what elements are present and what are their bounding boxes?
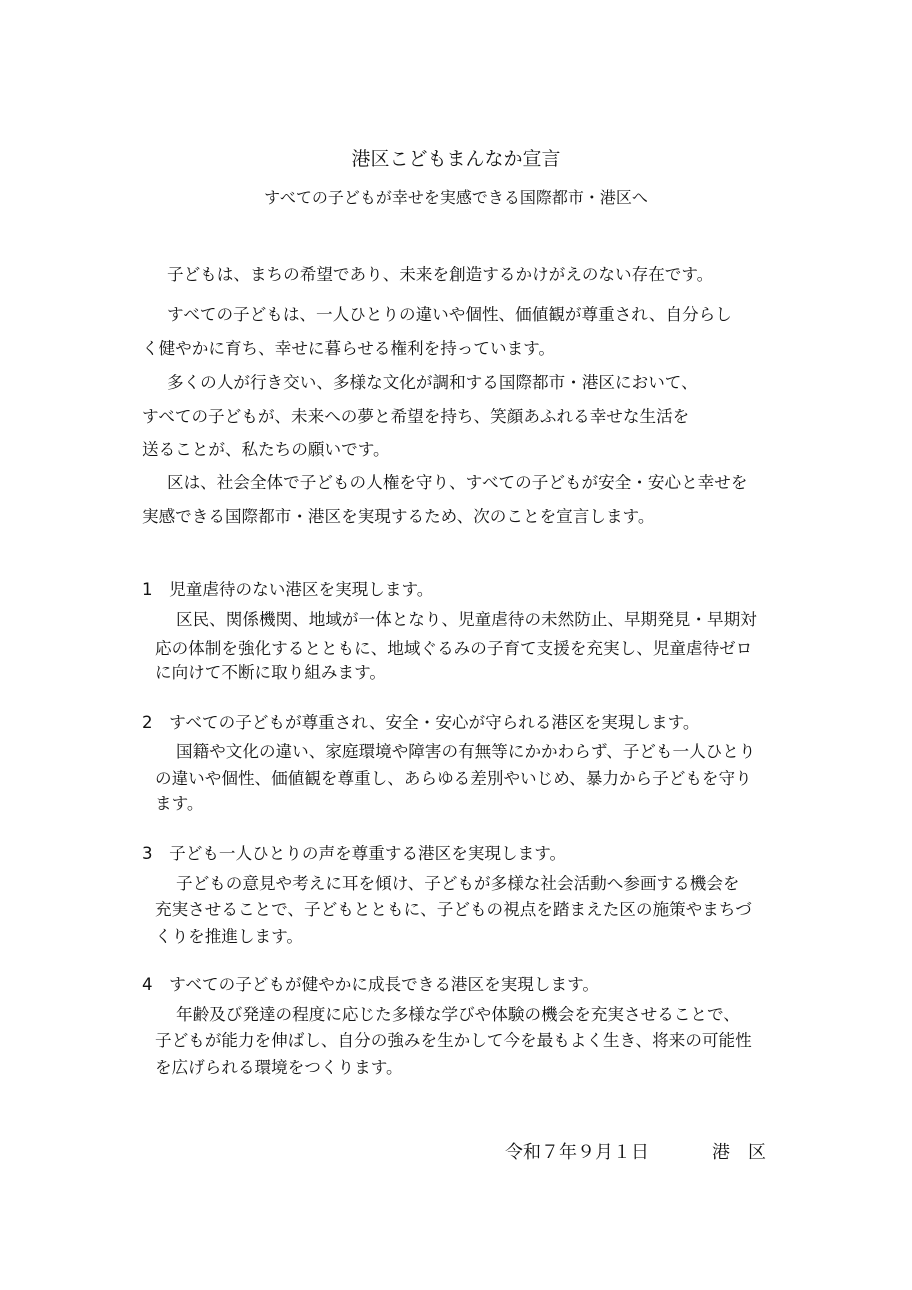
declaration-title: 港区こどもまんなか宣言 xyxy=(351,148,561,170)
item-body-line: に向けて不断に取り組みます。 xyxy=(155,663,386,682)
declaration-author: 港 区 xyxy=(712,1142,766,1163)
declaration-date: 令和７年９月１日 xyxy=(505,1142,649,1163)
preamble-line: すべての子どもが、未来への夢と希望を持ち、笑顔あふれる幸せな生活を xyxy=(142,407,690,426)
preamble-line: 送ることが、私たちの願いです。 xyxy=(142,440,390,459)
preamble-line: く健やかに育ち、幸せに暮らせる権利を持っています。 xyxy=(142,339,556,358)
item-body-line: 子どもが能力を伸ばし、自分の強みを生かして今を最もよく生き、将来の可能性 xyxy=(155,1031,752,1050)
declaration-subtitle: すべての子どもが幸せを実感できる国際都市・港区へ xyxy=(264,188,648,207)
preamble-line: 実感できる国際都市・港区を実現するため、次のことを宣言します。 xyxy=(142,507,655,526)
item-heading: 1 児童虐待のない港区を実現します。 xyxy=(142,580,434,599)
preamble-line: 多くの人が行き交い、多様な文化が調和する国際都市・港区において、 xyxy=(167,373,698,392)
item-body-line: 年齢及び発達の程度に応じた多様な学びや体験の機会を充実させることで、 xyxy=(176,1005,740,1024)
preamble-line: 区は、社会全体で子どもの人権を守り、すべての子どもが安全・安心と幸せを xyxy=(167,473,748,492)
item-body-line: を広げられる環境をつくります。 xyxy=(155,1058,403,1077)
item-body-line: 区民、関係機関、地域が一体となり、児童虐待の未然防止、早期発見・早期対 xyxy=(176,610,757,629)
item-body-line: の違いや個性、価値観を尊重し、あらゆる差別やいじめ、暴力から子どもを守り xyxy=(155,769,752,788)
item-body-line: 応の体制を強化するとともに、地域ぐるみの子育て支援を充実し、児童虐待ゼロ xyxy=(155,639,753,658)
item-heading: 3 子ども一人ひとりの声を尊重する港区を実現します。 xyxy=(142,844,567,863)
item-body-line: ます。 xyxy=(155,794,204,813)
item-heading: 4 すべての子どもが健やかに成長できる港区を実現します。 xyxy=(142,975,599,994)
item-body-line: 国籍や文化の違い、家庭環境や障害の有無等にかかわらず、子ども一人ひとり xyxy=(176,742,756,761)
preamble-line: すべての子どもは、一人ひとりの違いや個性、価値観が尊重され、自分らし xyxy=(167,305,732,324)
item-body-line: 充実させることで、子どもとともに、子どもの視点を踏まえた区の施策やまちづ xyxy=(155,900,752,919)
preamble-line: 子どもは、まちの希望であり、未来を創造するかけがえのない存在です。 xyxy=(167,265,714,284)
item-body-line: 子どもの意見や考えに耳を傾け、子どもが多様な社会活動へ参画する機会を xyxy=(176,874,740,893)
item-heading: 2 すべての子どもが尊重され、安全・安心が守られる港区を実現します。 xyxy=(142,713,700,732)
item-body-line: くりを推進します。 xyxy=(155,927,304,946)
